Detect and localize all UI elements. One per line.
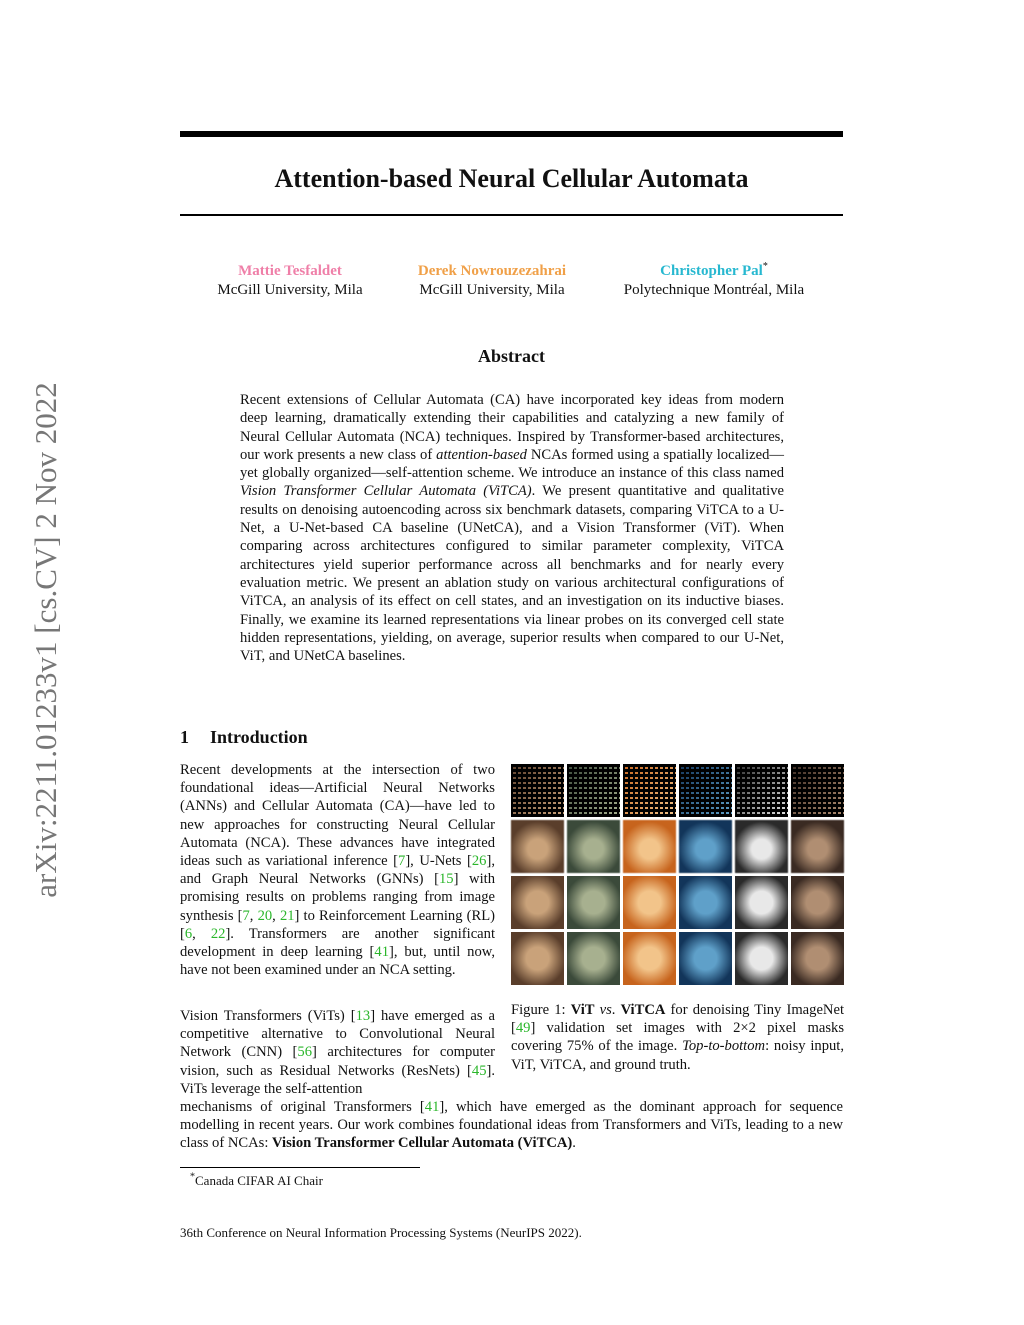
conference-footer: 36th Conference on Neural Information Processing Systems (NeurIPS 2022). <box>180 1225 582 1240</box>
author-1 <box>200 262 380 300</box>
figure-tile-ViT-2 <box>567 820 620 873</box>
figure-tile-noisy-input-5 <box>735 764 788 817</box>
figure-tile-noisy-input-4 <box>679 764 732 817</box>
body-text: . <box>572 1135 576 1152</box>
caption-text: . <box>611 1002 621 1018</box>
section-heading <box>180 727 308 748</box>
intro-paragraph-2 <box>180 1007 495 1098</box>
figure-tile-ViTCA-3 <box>623 876 676 929</box>
body-text: ], which have emerged as the dominant approach for sequence modelling in recent years. Our work combines foundational ideas from Transformers and ViTs, leading to a new class of NCAs: <box>180 1099 843 1152</box>
figure-tile-ViTCA-6 <box>791 876 844 929</box>
arxiv-id: arXiv:2211.01233v1 [cs.CV] 2 Nov 2022 <box>28 382 63 898</box>
citation-link[interactable]: 26 <box>471 853 487 870</box>
citation-link[interactable]: 49 <box>515 1020 531 1037</box>
citation-link[interactable]: 56 <box>297 1044 313 1061</box>
body-text: ], U-Nets [ <box>405 853 472 870</box>
caption-text: ] validation set images with 2×2 pixel masks covering 75% of the image. <box>511 1020 844 1055</box>
footnote-rule <box>180 1167 420 1168</box>
figure-tile-ViT-3 <box>623 820 676 873</box>
body-text: ] with promising results on problems ranging from image synthesis [ <box>180 871 495 924</box>
caption-bold: ViT <box>570 1002 595 1018</box>
body-text: Vision Transformers (ViTs) [ <box>180 1008 356 1024</box>
citation-link[interactable]: 41 <box>424 1099 440 1115</box>
body-text: ]. ViTs leverage the self-attention <box>180 1062 495 1097</box>
author-name: Christopher Pal <box>660 263 763 279</box>
citation-link[interactable]: 45 <box>471 1062 487 1079</box>
author-name: Mattie Tesfaldet <box>238 263 342 279</box>
figure-tile-ViTCA-5 <box>735 876 788 929</box>
figure-tile-ViTCA-2 <box>567 876 620 929</box>
abstract-emphasis: attention-based <box>436 446 527 463</box>
citation-link[interactable]: 6 <box>184 925 193 942</box>
author-3 <box>604 262 824 300</box>
citation-link[interactable]: 41 <box>374 944 390 961</box>
abstract-text: . We present quantitative and qualitative results on denoising autoencoding across six benchmark datasets, comparing ViTCA to a U-Net, a U-Net-based CA baseline (UNetCA), and a Vision Transformer (ViT). When comparing across architectures configured to similar parameter complexity, ViTCA architectures yield superior performance across all benchmarks and for nearly every evaluation metric. We present an ablation study on various architectural configurations of ViTCA, an analysis of its effect on cell states, and an investigation on its inductive biases. Finally, we examine its learned representations via linear probes on its converged cell state hidden representations, yielding, on average, superior results when compared to our U-Net, ViT, and UNetCA baselines. <box>240 483 784 665</box>
caption-text: for denoising Tiny ImageNet [ <box>511 1002 845 1037</box>
citation-link[interactable]: 15 <box>438 871 454 888</box>
intro-paragraph-1: Recent developments at the intersection of two foundational ideas—Artificial Neural Networks (ANNs) and Cellular Automata (CA)—have led to new approaches for constructing Neural Cellular Automata (NCA). These advances have integrated ideas such as variational inference [7], U-Nets [26], and Graph Neural Networks (GNNs) [15] with promising results on problems ranging from image synthesis [7, 20, 21] to Reinforcement Learning (RL) [6, 22]. Transformers are another significant development in deep learning [41], but, until now, have not been examined under an NCA setting. <box>180 762 496 979</box>
abstract-body <box>240 391 784 665</box>
figure-tile-ground-truth-5 <box>735 932 788 985</box>
figure-tile-ViTCA-1 <box>511 876 564 929</box>
figure-1-caption <box>511 1001 844 1074</box>
intro-paragraph-2-continued <box>180 1098 843 1153</box>
author-name: Derek Nowrouzezahrai <box>417 263 567 279</box>
body-text: ] architectures for computer vision, such as Residual Networks (ResNets) [ <box>180 1044 495 1079</box>
body-text: ] have emerged as a competitive alternative to Convolutional Neural Network (CNN) [ <box>180 1008 495 1061</box>
figure-tile-ground-truth-3 <box>623 932 676 985</box>
figure-1-image-grid <box>511 764 844 988</box>
author-affiliation: McGill University, Mila <box>217 282 363 298</box>
figure-tile-ground-truth-6 <box>791 932 844 985</box>
section-title: Introduction <box>210 727 308 747</box>
figure-tile-noisy-input-1 <box>511 764 564 817</box>
citation-link[interactable]: 22 <box>210 925 226 942</box>
author-name-line <box>604 262 824 281</box>
author-affiliation: Polytechnique Montréal, Mila <box>623 282 805 298</box>
citation-link[interactable]: 21 <box>279 907 295 924</box>
caption-emphasis: vs <box>594 1002 612 1018</box>
figure-tile-ground-truth-4 <box>679 932 732 985</box>
citation-link[interactable]: 7 <box>398 853 406 870</box>
abstract-emphasis: Vision Transformer Cellular Automata (ViTCA) <box>240 483 532 500</box>
title-bottom-rule <box>180 214 843 216</box>
caption-bold: ViTCA <box>620 1002 666 1018</box>
body-text: ], but, until now, have not been examined under an NCA setting. <box>180 944 496 979</box>
paper-title: Attention-based Neural Cellular Automata <box>274 164 749 193</box>
caption-emphasis: Top-to-bottom <box>682 1038 766 1055</box>
figure-tile-ViT-1 <box>511 820 564 873</box>
body-text: ] to Reinforcement Learning (RL) [ <box>180 907 496 942</box>
body-text: Recent developments at the intersection of two foundational ideas—Artificial Neural Networks (ANNs) and Cellular Automata (CA)—have led to new approaches for constructing Neural Cellular Automata (NCA). These advances have integrated ideas such as variational inference [ <box>180 762 495 870</box>
caption-text: : noisy input, ViT, ViTCA, and ground truth. <box>511 1038 845 1073</box>
body-text: ]. Transformers are another significant development in deep learning [ <box>180 925 496 961</box>
figure-tile-ViT-6 <box>791 820 844 873</box>
vitca-name: Vision Transformer Cellular Automata (ViTCA) <box>272 1135 573 1152</box>
author-affiliation: McGill University, Mila <box>419 282 565 298</box>
figure-tile-ground-truth-2 <box>567 932 620 985</box>
figure-tile-ground-truth-1 <box>511 932 564 985</box>
title-top-rule <box>180 131 843 137</box>
body-text: mechanisms of original Transformers [ <box>180 1099 425 1115</box>
citation-link[interactable]: 7 <box>242 907 250 924</box>
footnote-mark: * <box>190 1171 195 1183</box>
section-number: 1 <box>180 727 189 747</box>
citation-link[interactable]: 13 <box>355 1008 371 1024</box>
abstract-text: Recent extensions of Cellular Automata (CA) have incorporated key ideas from modern deep learning, dramatically extending their capabilities and catalyzing a new family of Neural Cellular Automata (NCA) techniques. Inspired by Transformer-based architectures, our work presents a new class of <box>240 392 784 463</box>
figure-tile-noisy-input-6 <box>791 764 844 817</box>
abstract-heading: Abstract <box>478 346 545 366</box>
figure-tile-noisy-input-2 <box>567 764 620 817</box>
author-2 <box>400 262 584 300</box>
abstract-text: NCAs formed using a spatially localized—yet globally organized—self-attention scheme. We introduce an instance of this class named <box>240 446 784 482</box>
body-text: ], and Graph Neural Networks (GNNs) [ <box>180 853 495 888</box>
author-footnote-mark: * <box>762 261 768 272</box>
figure-tile-noisy-input-3 <box>623 764 676 817</box>
citation-link[interactable]: 20 <box>257 907 273 924</box>
figure-tile-ViT-4 <box>679 820 732 873</box>
footnote <box>190 1173 323 1189</box>
figure-tile-ViT-5 <box>735 820 788 873</box>
figure-tile-ViTCA-4 <box>679 876 732 929</box>
caption-label: Figure 1: <box>511 1002 571 1018</box>
footnote-text: Canada CIFAR AI Chair <box>195 1173 323 1188</box>
